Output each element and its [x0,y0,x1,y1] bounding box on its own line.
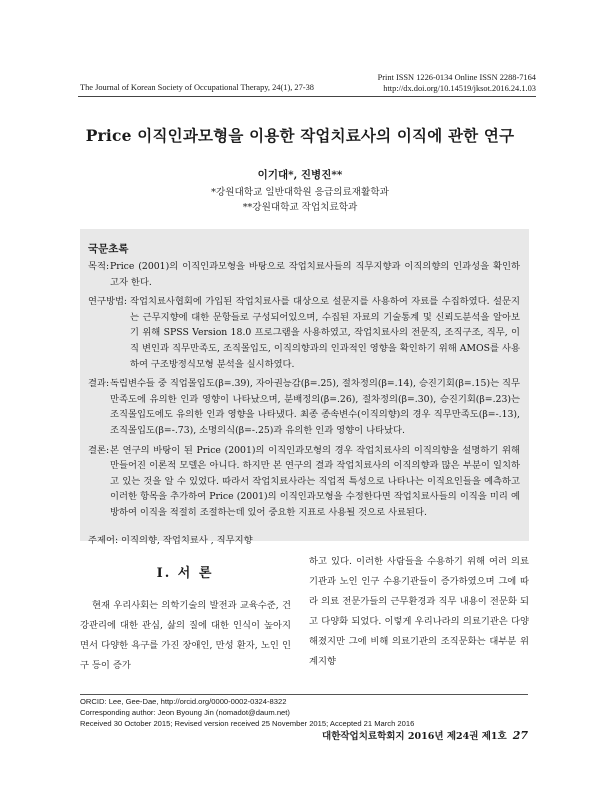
header-issn-doi [378,72,536,94]
footnote-corresponding: Corresponding author: Jeon Byoung Jin (nomadot@daum.net) [80,708,290,717]
abstract-body [88,259,520,548]
header-divider [78,96,536,97]
abstract-purpose-label: 목적: [88,261,110,272]
abstract-methods [88,294,520,372]
journal-citation: The Journal of Korean Society of Occupational Therapy, 24(1), 27-38 [80,83,314,92]
abstract-conclusion-text: 본 연구의 바탕이 된 Price (2001)의 이직인과모형의 경우 작업치료사의 이직의향을 설명하기 위해 만들어진 이론적 모델은 아니다. 하지만 본 연구의 결과 작업치료사의 이직의향과 많은 부분이 일치하고 있는 것을 알 수 있었다. 따라서 작업치료사라는 직업적 특성으로 나타나는 이직요인들을 예측하고 이러한 항목을 추가하여 Price (2001)의 이직인과모형을 수정한다면 작업치료사들의 이직을 미리 예방하여 이직을 적절히 조절하는데 있어 중요한 지표로 사용될 것으로 사료된다. [110,444,520,518]
footnote-received: Received 30 October 2015; Revised version received 25 November 2015; Accepted 21 March 2016 [80,719,415,728]
abstract-conclusion [88,443,520,521]
affiliation-2: **강원대학교 작업치료학과 [242,202,358,213]
body-text-right: 하고 있다. 이러한 사람들을 수용하기 위해 여러 의료기관과 노인 인구 수용기관들이 증가하였으며 그에 따라 의료 전문가들의 근무환경과 직무 내용이 전문화 되고 다양화 되었다. 이렇게 우리나라의 의료기관은 다양해졌지만 그에 비해 의료기관의 조직문화는 대부분 위계지향 [309,556,529,667]
page-number: 27 [512,729,528,742]
footnote-orcid: ORCID: Lee, Gee-Dae, http://orcid.org/0000-0002-0324-8322 [80,697,287,706]
abstract-purpose [88,259,520,290]
affiliation-1: *강원대학교 일반대학원 응급의료재활학과 [211,187,389,198]
abstract-purpose-text: Price (2001)의 이직인과모형을 바탕으로 작업치료사들의 직무지향과 이직의향의 인과성을 확인하고자 한다. [110,261,520,288]
abstract-methods-text: 작업치료사협회에 가입된 작업치료사를 대상으로 설문지를 사용하여 자료를 수집하였다. 설문지는 근무지향에 대한 문항들로 구성되어있으며, 수집된 자료의 기술통계 및 신뢰도분석을 알아보기 위해 SPSS Version 18.0 프로그램을 사용하였고, 작업치료사의 전문직, 조직구조, 직무, 이직 변인과 직무만족도, 조직몰입도, 이직의향과의 인과적인 영향을 확인하기 위해 AMOS를 사용하여 구조방정식모형 분석을 실시하였다. [130,296,520,370]
abstract-results [88,376,520,438]
abstract-results-text: 독립변수들 중 직업몰입도(β=.39), 자아권능감(β=.25), 절차정의(β=.14), 승진기회(β=.15)는 직무만족도에 유의한 인과 영향이 나타났으며, 분배정의(β=.26), 절차정의(β=.30), 승진기회(β=.23)는 조직몰입도에도 유의한 인과 영향을 나타냈다. 최종 종속변수(이직의향)의 경우 직무만족도(β=-.13), 조직몰입도(β=-.73), 소명의식(β=-.25)과 유의한 인과 영향이 나타났다. [110,378,520,436]
section-heading-introduction: I. 서 론 [156,566,214,581]
footnote-divider [80,694,528,695]
footnotes [80,696,414,729]
authors: 이기대*, 진병진** [257,169,343,181]
abstract-heading: 국문초록 [88,243,129,255]
keywords: 주제어: 이직의향, 작업치료사 , 직무지향 [88,534,253,546]
abstract-box [80,229,529,546]
body-text-left: 현재 우리사회는 의학기술의 발전과 교육수준, 건강관리에 대한 관심, 삶의 질에 대한 인식이 높아지면서 다양한 욕구를 가진 장애인, 만성 환자, 노인 인구 등이 증가 [80,600,291,671]
doi-text[interactable]: http://dx.doi.org/10.14519/jksot.2016.24.1.03 [383,84,536,93]
paper-title: Price 이직인과모형을 이용한 작업치료사의 이직에 관한 연구 [85,126,515,145]
abstract-results-label: 결과: [88,378,110,390]
issn-text: Print ISSN 1226-0134 Online ISSN 2288-7164 [377,73,536,82]
page-footer [322,728,528,742]
footer-journal-issue: 대한작업치료학회지 2016년 제24권 제1호 [322,731,507,742]
abstract-conclusion-label: 결론: [88,444,110,456]
abstract-methods-label: 연구방법: [88,296,128,308]
